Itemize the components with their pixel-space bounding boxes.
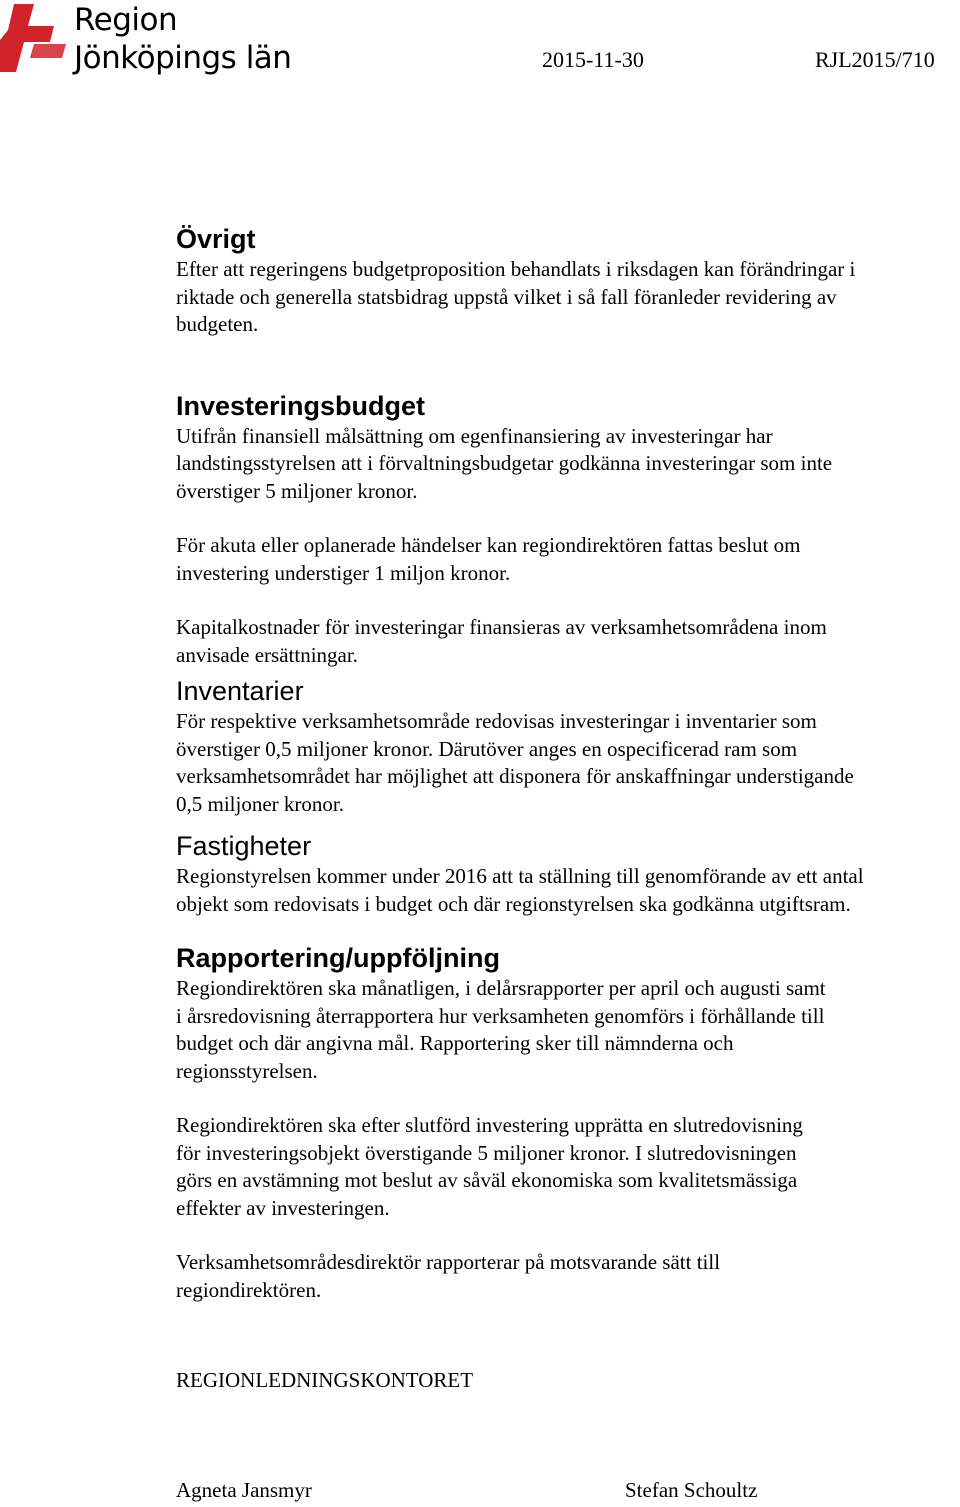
text-line: i årsredovisning återrapportera hur verksamheten genomförs i förhållande till — [176, 1003, 825, 1028]
text-line: Efter att regeringens budgetproposition behandlats i riksdagen kan förändringar i — [176, 257, 856, 281]
organization-name: REGIONLEDNINGSKONTORET — [176, 1368, 474, 1392]
text-line: investering understiger 1 miljon kronor. — [176, 560, 511, 585]
text-line: för investeringsobjekt överstigande 5 miljoner kronor. I slutredovisningen — [176, 1140, 797, 1165]
paragraph — [176, 1249, 960, 1304]
text-line: Regiondirektören ska månatligen, i delårsrapporter per april och augusti samt — [176, 976, 826, 1000]
text-line: Kapitalkostnader för investeringar finansieras av verksamhetsområdena inom — [176, 615, 827, 639]
text-line: regiondirektören. — [176, 1277, 322, 1302]
region-cross-logo-icon — [0, 2, 70, 72]
text-line: anvisade ersättningar. — [176, 642, 358, 667]
signatory-1: Agneta Jansmyr — [176, 1478, 312, 1502]
text-line: Regionstyrelsen kommer under 2016 att ta ställning till genomförande av ett antal — [176, 864, 864, 888]
text-line: 0,5 miljoner kronor. — [176, 791, 344, 816]
text-line: regionsstyrelsen. — [176, 1058, 318, 1083]
paragraph — [176, 256, 960, 339]
text-line: effekter av investeringen. — [176, 1195, 390, 1220]
heading-investeringsbudget: Investeringsbudget — [176, 390, 426, 421]
text-line: görs en avstämning mot beslut av såväl ekonomiska som kvalitetsmässiga — [176, 1168, 798, 1192]
document-date: 2015-11-30 — [542, 47, 644, 72]
logo-text-line2: Jönköpings län — [74, 40, 292, 76]
paragraph — [176, 1112, 960, 1222]
heading-ovrigt: Övrigt — [176, 224, 256, 254]
paragraph — [176, 863, 960, 918]
paragraph — [176, 708, 960, 818]
paragraph — [176, 975, 960, 1085]
text-line: Verksamhetsområdesdirektör rapporterar på motsvarande sätt till — [176, 1250, 721, 1274]
paragraph — [176, 423, 960, 506]
text-line: överstiger 0,5 miljoner kronor. Därutöver anges en ospecificerad ram som — [176, 736, 798, 761]
document-reference: RJL2015/710 — [815, 47, 935, 72]
text-line: budgeten. — [176, 312, 259, 336]
text-line: Regiondirektören ska efter slutförd investering upprätta en slutredovisning — [176, 1113, 803, 1137]
text-line: objekt som redovisats i budget och där regionstyrelsen ska godkänna utgiftsram. — [176, 891, 851, 916]
text-line: Utifrån finansiell målsättning om egenfinansiering av investeringar har — [176, 423, 773, 448]
text-line: budget och där angivna mål. Rapportering sker till nämnderna och — [176, 1031, 734, 1055]
region-logo — [0, 0, 310, 80]
heading-inventarier: Inventarier — [176, 676, 304, 706]
text-line: verksamhetsområdet har möjlighet att disponera för anskaffningar understigande — [176, 764, 854, 788]
text-line: För akuta eller oplanerade händelser kan regiondirektören fattas beslut om — [176, 533, 801, 557]
document-body — [176, 222, 960, 1304]
heading-fastigheter: Fastigheter — [176, 831, 312, 861]
text-line: landstingsstyrelsen att i förvaltningsbudgetar godkänna investeringar som inte — [176, 451, 833, 475]
heading-rapportering: Rapportering/uppföljning — [176, 943, 500, 973]
paragraph — [176, 614, 960, 669]
signatory-2: Stefan Schoultz — [625, 1478, 758, 1502]
text-line: överstiger 5 miljoner kronor. — [176, 478, 418, 503]
text-line: För respektive verksamhetsområde redovisas investeringar i inventarier som — [176, 709, 817, 733]
paragraph — [176, 532, 960, 587]
logo-text-line1: Region — [74, 2, 178, 38]
text-line: riktade och generella statsbidrag uppstå vilket i så fall föranleder revidering av — [176, 284, 837, 309]
